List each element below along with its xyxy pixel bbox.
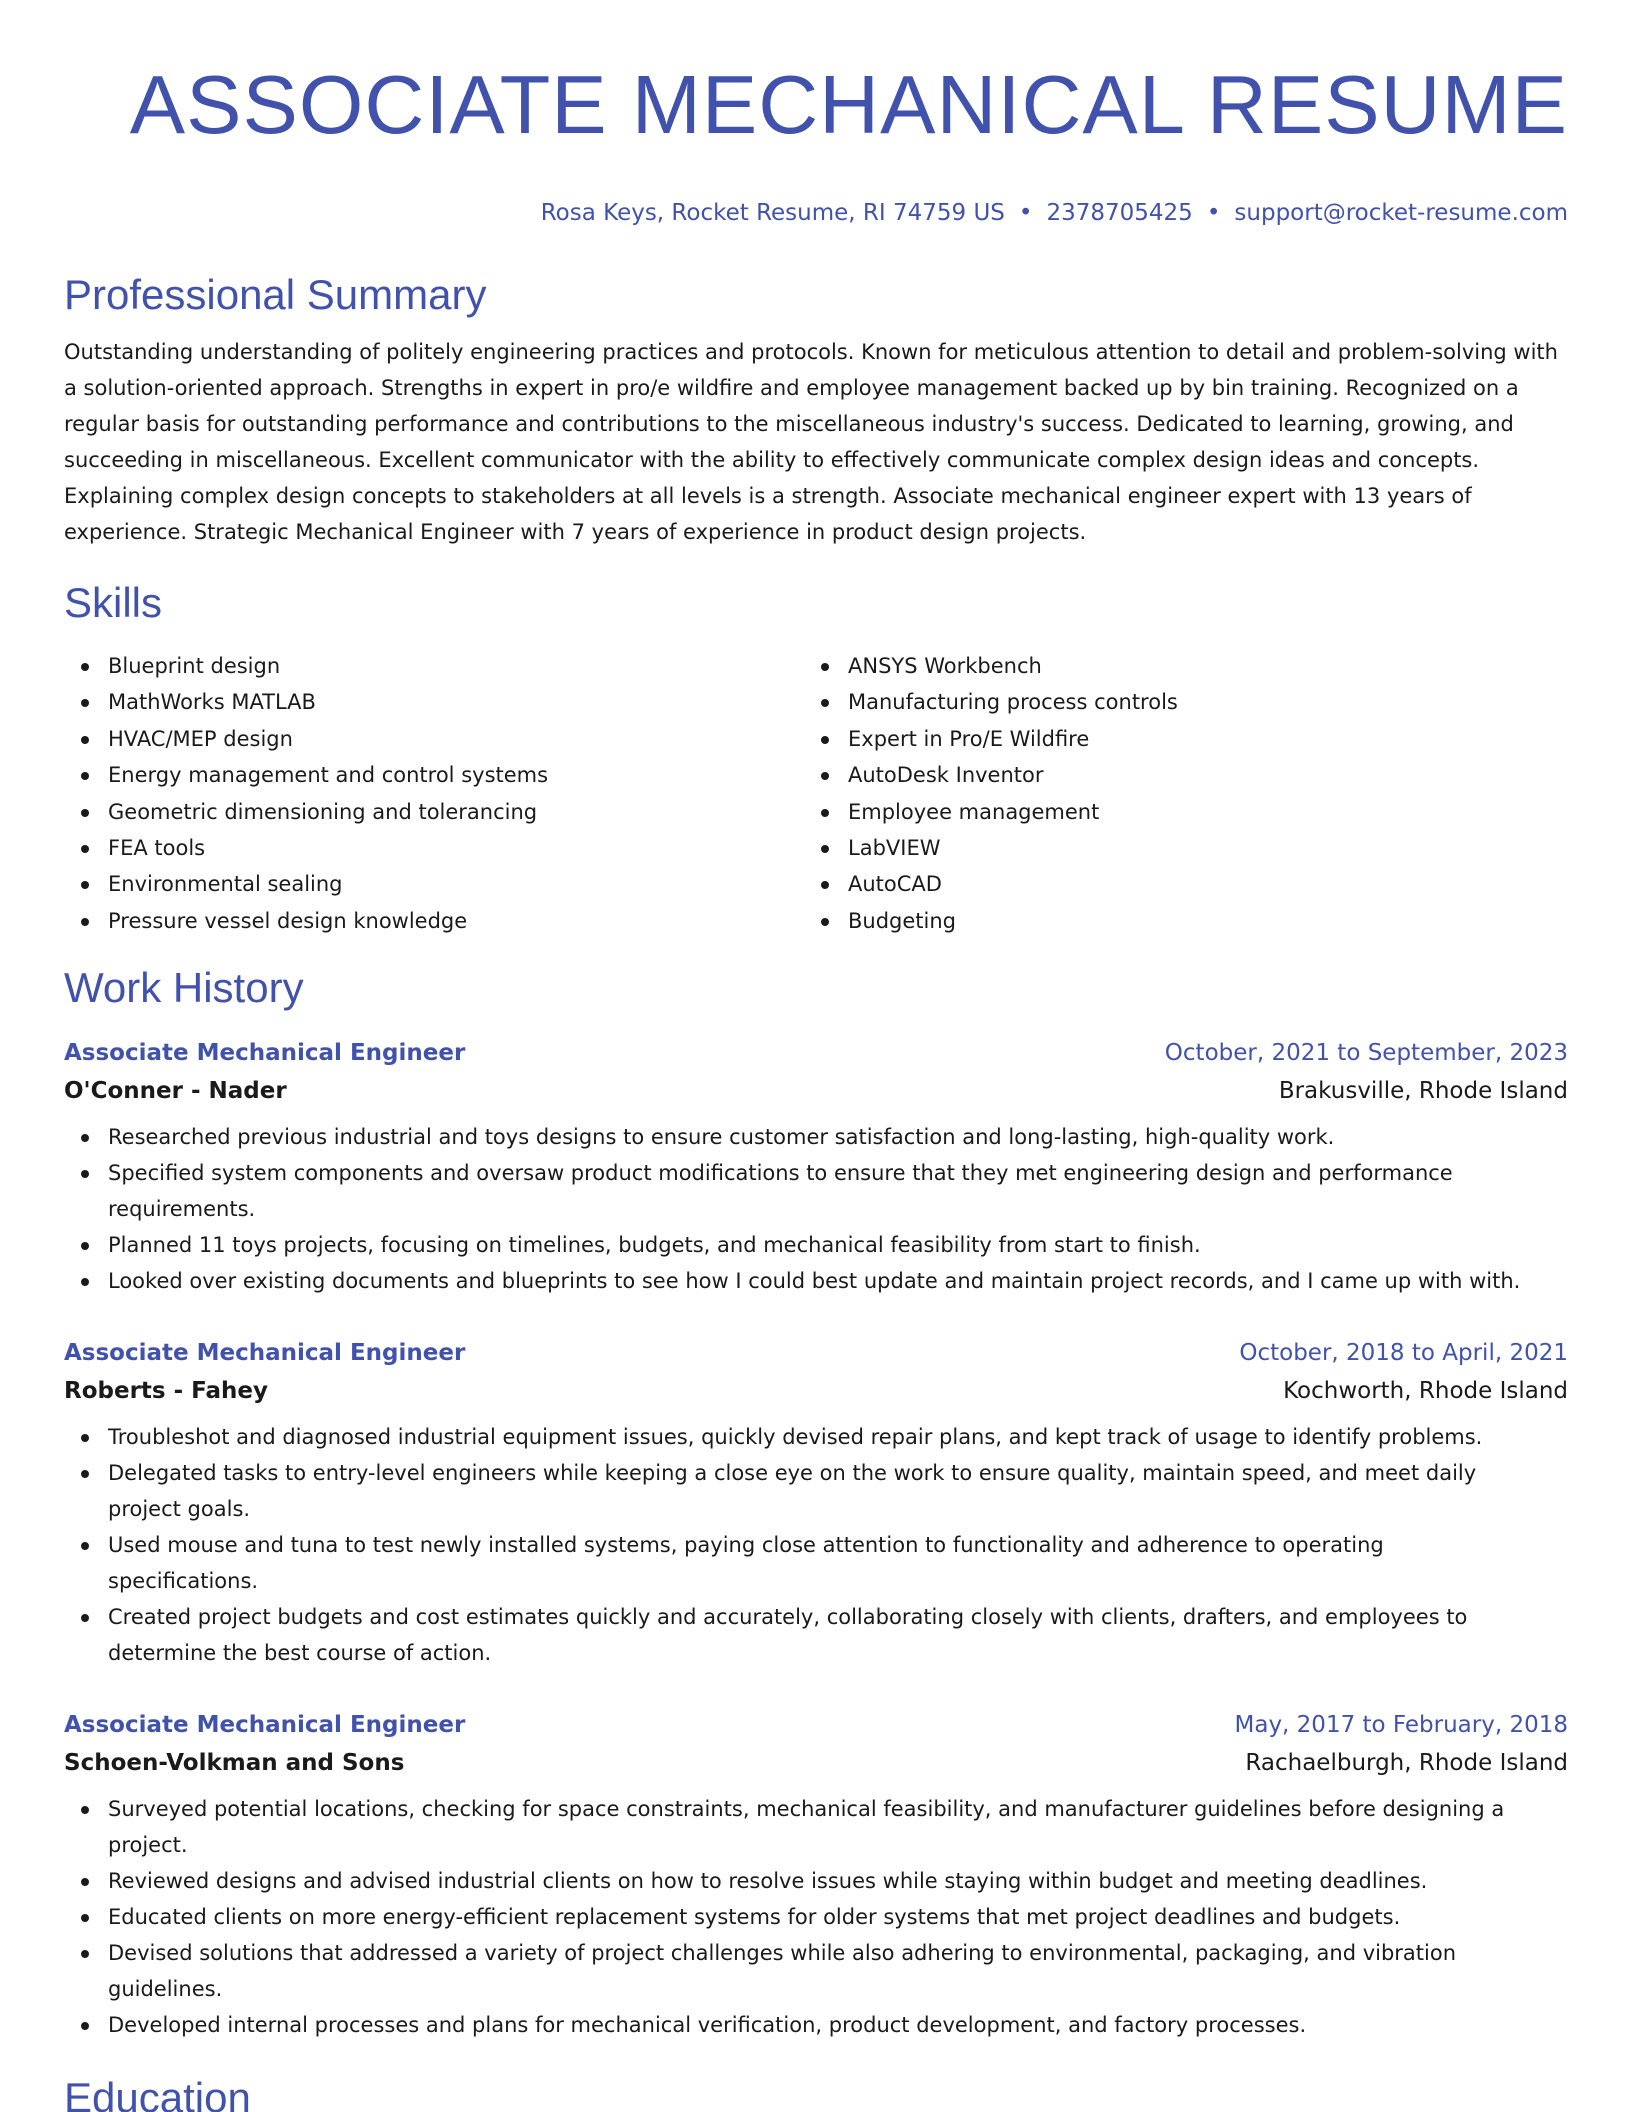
skill-item: HVAC/MEP design bbox=[64, 721, 804, 757]
job-dates: October, 2018 to April, 2021 bbox=[1239, 1340, 1568, 1367]
job-bullet: Delegated tasks to entry-level engineers while keeping a close eye on the work to ensure quality, maintain speed, and meet daily project goals. bbox=[64, 1455, 1568, 1527]
skill-item: Budgeting bbox=[804, 903, 1544, 939]
job-dates: May, 2017 to February, 2018 bbox=[1234, 1712, 1568, 1739]
skills-list-right bbox=[804, 648, 1544, 939]
education-heading: Education bbox=[64, 2074, 251, 2112]
skill-item: Manufacturing process controls bbox=[804, 684, 1544, 720]
job-entry bbox=[64, 1037, 1568, 1299]
job-location: Kochworth, Rhode Island bbox=[1283, 1378, 1568, 1405]
contact-separator: • bbox=[1206, 200, 1221, 226]
job-bullets bbox=[64, 1119, 1568, 1299]
contact-address: Rosa Keys, Rocket Resume, RI 74759 US bbox=[540, 200, 1005, 226]
resume-title: ASSOCIATE MECHANICAL RESUME bbox=[129, 58, 1568, 151]
job-bullet: Developed internal processes and plans for mechanical verification, product development, and factory processes. bbox=[64, 2007, 1568, 2043]
job-location: Rachaelburgh, Rhode Island bbox=[1245, 1750, 1568, 1777]
skill-item: Expert in Pro/E Wildfire bbox=[804, 721, 1544, 757]
job-bullet: Troubleshot and diagnosed industrial equipment issues, quickly devised repair plans, and kept track of usage to identify problems. bbox=[64, 1419, 1568, 1455]
job-bullets bbox=[64, 1791, 1568, 2043]
skill-item: AutoDesk Inventor bbox=[804, 757, 1544, 793]
skill-item: Environmental sealing bbox=[64, 866, 804, 902]
job-bullet: Used mouse and tuna to test newly installed systems, paying close attention to functionality and adherence to operating specifications. bbox=[64, 1527, 1568, 1599]
job-entry bbox=[64, 1337, 1568, 1671]
summary-text: Outstanding understanding of politely engineering practices and protocols. Known for meticulous attention to detail and problem-solving with a solution-oriented approach. Strengths in expert in pro/e wildfire and employee management backed up by bin training. Recognized on a regular basis for outstanding performance and contributions to the miscellaneous industry's success. Dedicated to learning, growing, and succeeding in miscellaneous. Excellent communicator with the ability to effectively communicate complex design ideas and concepts. Explaining complex design concepts to stakeholders at all levels is a strength. Associate mechanical engineer expert with 13 years of experience. Strategic Mechanical Engineer with 7 years of experience in product design projects. bbox=[64, 340, 1558, 544]
job-bullet: Planned 11 toys projects, focusing on timelines, budgets, and mechanical feasibility from start to finish. bbox=[64, 1227, 1568, 1263]
company-name: Roberts - Fahey bbox=[64, 1378, 269, 1405]
contact-separator: • bbox=[1018, 200, 1033, 226]
skill-item: AutoCAD bbox=[804, 866, 1544, 902]
job-bullet: Looked over existing documents and blueprints to see how I could best update and maintain project records, and I came up with with. bbox=[64, 1263, 1568, 1299]
skills-heading: Skills bbox=[64, 579, 163, 626]
company-name: O'Conner - Nader bbox=[64, 1078, 287, 1105]
skill-item: Pressure vessel design knowledge bbox=[64, 903, 804, 939]
job-dates: October, 2021 to September, 2023 bbox=[1164, 1040, 1568, 1067]
skills-list-left bbox=[64, 648, 804, 939]
skill-item: Blueprint design bbox=[64, 648, 804, 684]
contact-email[interactable]: support@rocket-resume.com bbox=[1234, 200, 1568, 226]
job-bullet: Reviewed designs and advised industrial clients on how to resolve issues while staying within budget and meeting deadlines. bbox=[64, 1863, 1568, 1899]
job-bullet: Specified system components and oversaw product modifications to ensure that they met engineering design and performance requirements. bbox=[64, 1155, 1568, 1227]
job-title: Associate Mechanical Engineer bbox=[64, 1040, 466, 1067]
job-location: Brakusville, Rhode Island bbox=[1278, 1078, 1568, 1105]
skill-item: LabVIEW bbox=[804, 830, 1544, 866]
work-history-heading: Work History bbox=[64, 964, 304, 1012]
job-bullet: Educated clients on more energy-efficient replacement systems for older systems that met project deadlines and budgets. bbox=[64, 1899, 1568, 1935]
contact-line bbox=[64, 198, 1568, 228]
skill-item: Energy management and control systems bbox=[64, 757, 804, 793]
summary-heading: Professional Summary bbox=[64, 271, 487, 318]
job-title: Associate Mechanical Engineer bbox=[64, 1340, 466, 1367]
job-entry bbox=[64, 1709, 1568, 2043]
skills-grid bbox=[64, 648, 1568, 939]
job-bullet: Researched previous industrial and toys designs to ensure customer satisfaction and long-lasting, high-quality work. bbox=[64, 1119, 1568, 1155]
job-title: Associate Mechanical Engineer bbox=[64, 1712, 466, 1739]
skill-item: ANSYS Workbench bbox=[804, 648, 1544, 684]
contact-phone: 2378705425 bbox=[1046, 200, 1193, 226]
company-name: Schoen-Volkman and Sons bbox=[64, 1750, 405, 1777]
skill-item: Geometric dimensioning and tolerancing bbox=[64, 794, 804, 830]
skill-item: FEA tools bbox=[64, 830, 804, 866]
job-bullets bbox=[64, 1419, 1568, 1671]
skill-item: Employee management bbox=[804, 794, 1544, 830]
skill-item: MathWorks MATLAB bbox=[64, 684, 804, 720]
job-bullet: Created project budgets and cost estimates quickly and accurately, collaborating closely with clients, drafters, and employees to determine the best course of action. bbox=[64, 1599, 1568, 1671]
job-bullet: Devised solutions that addressed a variety of project challenges while also adhering to environmental, packaging, and vibration guidelines. bbox=[64, 1935, 1568, 2007]
job-bullet: Surveyed potential locations, checking for space constraints, mechanical feasibility, and manufacturer guidelines before designing a project. bbox=[64, 1791, 1568, 1863]
